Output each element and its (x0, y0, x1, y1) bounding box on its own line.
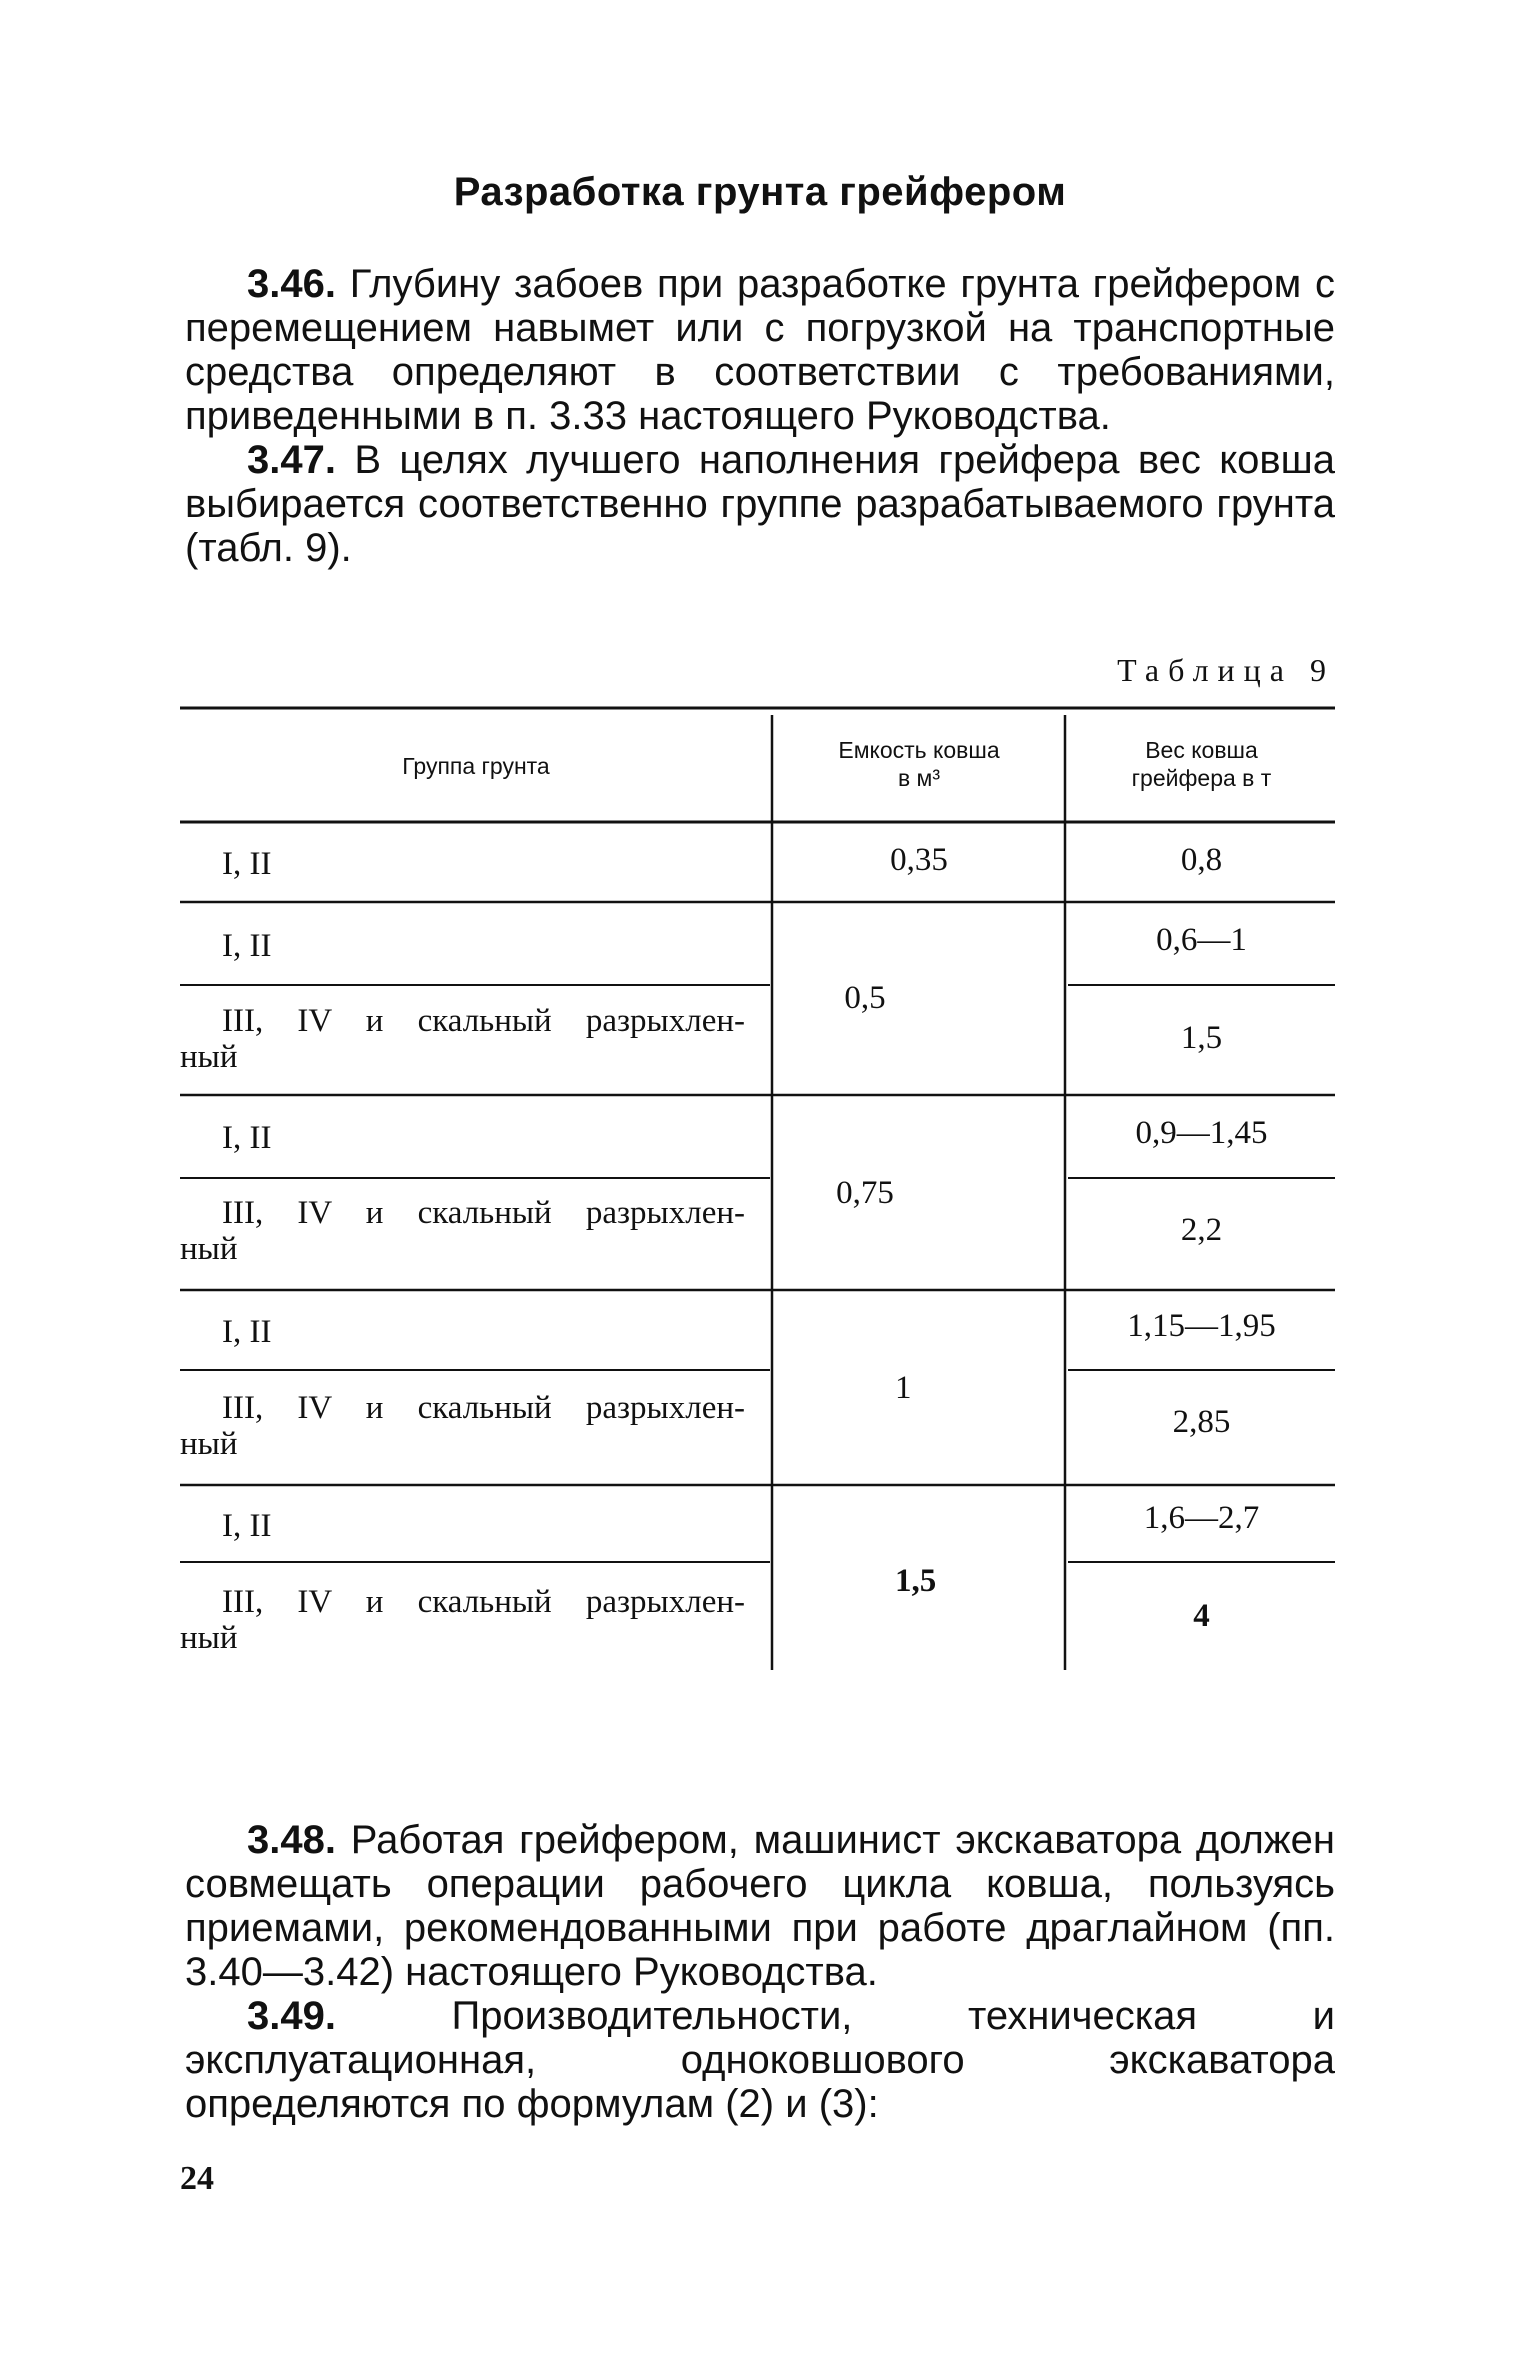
paragraph-text: Работая грейфером, машинист экскаватора должен совмещать операции рабочего цикла ковша, пользуясь приемами, рекомендованными при работе драглайном (пп. 3.40—3.42) настоящего Руководства. (185, 1818, 1335, 1994)
cell-line: III, IV и скальный разрыхлен- (222, 1584, 745, 1620)
paragraph-text: В целях лучшего наполнения грейфера вес ковша выбирается соответственно группе разрабатываемого грунта (табл. 9). (185, 438, 1335, 570)
cell-weight: 2,2 (1180, 1212, 1223, 1248)
header-bucket-capacity (775, 736, 1063, 792)
page-number: 24 (180, 2160, 214, 2197)
header-soil-group: Группа грунта (402, 753, 550, 779)
cell-line: ный (180, 1426, 238, 1462)
paragraph-3-49 (185, 1994, 1335, 2126)
cell-line: ный (180, 1039, 238, 1075)
header-bucket-weight (1068, 736, 1335, 792)
cell-group (180, 1195, 745, 1267)
cell-group (180, 1584, 745, 1656)
paragraph-number: 3.49. (247, 1994, 336, 2038)
table-caption: Таблица 9 (1117, 652, 1335, 688)
cell-weight: 0,6—1 (1156, 922, 1247, 958)
cell-weight: 1,6—2,7 (1143, 1500, 1260, 1536)
cell-group (180, 1003, 745, 1075)
paragraph-3-48 (185, 1818, 1335, 1994)
cell-group: I, II (222, 1508, 272, 1544)
cell-line: III, IV и скальный разрыхлен- (222, 1195, 745, 1231)
cell-weight: 0,8 (1180, 842, 1223, 878)
cell-capacity: 0,35 (890, 842, 948, 878)
header-line: грейфера в т (1131, 765, 1272, 791)
cell-capacity: 1,5 (895, 1563, 937, 1599)
cell-weight: 2,85 (1172, 1404, 1231, 1440)
cell-group: I, II (222, 846, 272, 882)
cell-line: ный (180, 1231, 238, 1267)
paragraph-text: Производительности, техническая и эксплуатационная, одноковшового экскаватора определяются по формулам (2) и (3): (185, 1994, 1335, 2126)
cell-weight: 0,9—1,45 (1135, 1115, 1268, 1151)
cell-weight: 4 (1193, 1598, 1210, 1634)
section-heading: Разработка грунта грейфером (453, 170, 1067, 214)
cell-capacity: 1 (895, 1370, 912, 1406)
cell-group: I, II (222, 1120, 272, 1156)
cell-group: I, II (222, 1314, 272, 1350)
cell-line: III, IV и скальный разрыхлен- (222, 1003, 745, 1039)
cell-group (180, 1390, 745, 1462)
cell-weight: 1,5 (1180, 1020, 1223, 1056)
cell-line: ный (180, 1620, 238, 1656)
paragraph-number: 3.46. (247, 262, 336, 306)
paragraph-number: 3.47. (247, 438, 336, 482)
cell-group: I, II (222, 928, 272, 964)
cell-weight: 1,15—1,95 (1127, 1308, 1276, 1344)
header-line: в м³ (897, 765, 941, 791)
paragraph-number: 3.48. (247, 1818, 336, 1862)
cell-line: III, IV и скальный разрыхлен- (222, 1390, 745, 1426)
header-line: Вес ковша (1145, 737, 1258, 763)
cell-capacity: 0,5 (844, 980, 886, 1016)
header-line: Емкость ковша (838, 737, 1000, 763)
paragraph-text: Глубину забоев при разработке грунта грейфером с перемещением навымет или с погрузкой на транспортные средства определяют в соответствии с требованиями, приведенными в п. 3.33 настоящего Руководства. (185, 262, 1335, 438)
cell-capacity: 0,75 (836, 1175, 894, 1211)
